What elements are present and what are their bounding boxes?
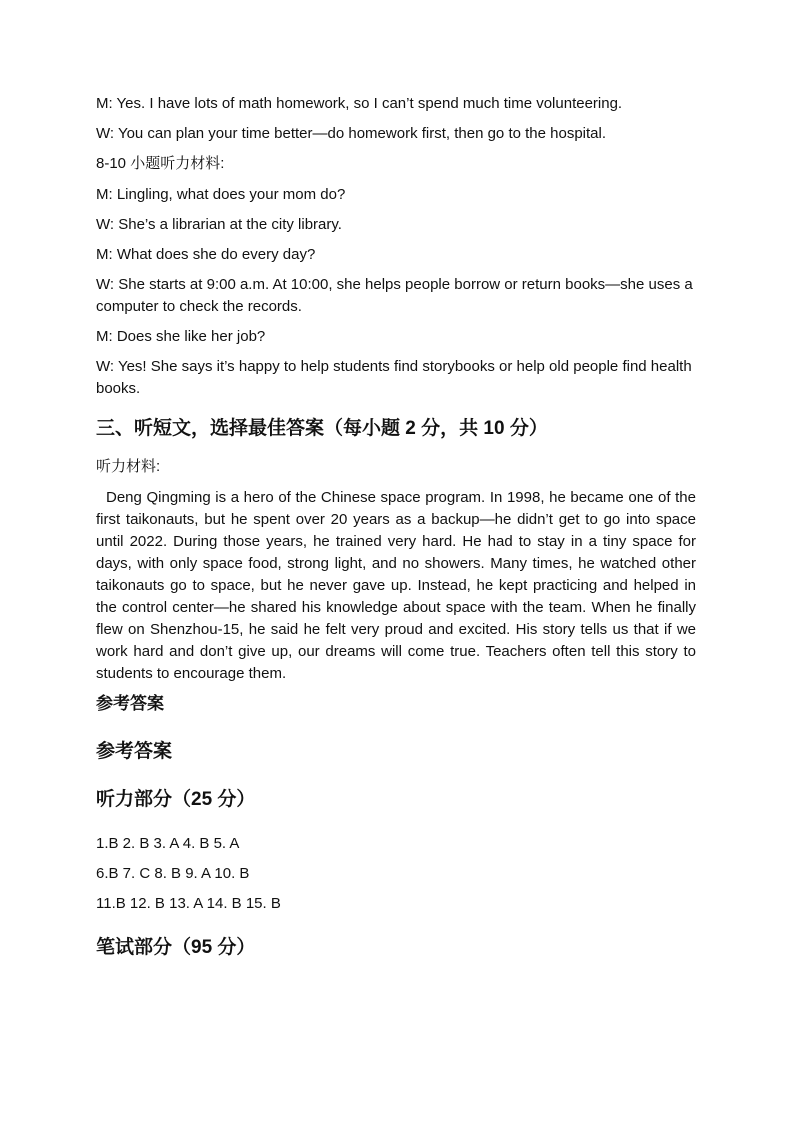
listening-passage: Deng Qingming is a hero of the Chinese space program. In 1998, he became one of the first taikonauts, but he spent over 20 years as a backup—he didn’t get to go into space until 2022. During those years, he trained very hard. He had to stay in a tiny space for days, with only space food, strong light, and no showers. Many times, he watched other taikonauts go to space, but he never gave up. Instead, he kept practicing and helped in the control center—he shared his knowledge about space with the team. When he finally flew on Shenzhou-15, he said he felt very proud and excited. His story tells us that if we work hard and don’t give up, our dreams will come true. Teachers often tell this story to students to encourage them. [96, 489, 696, 682]
dialogue-line: W: She’s a librarian at the city library. [96, 216, 342, 233]
section-label-8-10: 8-10 小题听力材料: [96, 155, 225, 172]
dialogue-line: W: Yes! She says it’s happy to help students find storybooks or help old people find health books. [96, 358, 692, 397]
dialogue-line: M: What does she do every day? [96, 246, 316, 263]
dialogue-line: M: Lingling, what does your mom do? [96, 186, 346, 203]
dialogue-line: W: You can plan your time better—do homework first, then go to the hospital. [96, 125, 607, 142]
listening-material-label: 听力材料: [96, 458, 161, 475]
dialogue-line: M: Does she like her job? [96, 328, 266, 345]
dialogue-line: W: She starts at 9:00 a.m. At 10:00, she helps people borrow or return books—she uses a computer to check the records. [96, 276, 693, 315]
answer-line: 6.B 7. C 8. B 9. A 10. B [96, 865, 250, 882]
listening-part-heading: 听力部分（25 分） [96, 789, 256, 810]
answer-line: 1.B 2. B 3. A 4. B 5. A [96, 835, 240, 852]
section-3-heading: 三、听短文，选择最佳答案（每小题 2 分，共 10 分） [96, 418, 548, 439]
answer-key-title: 参考答案 [96, 741, 173, 762]
written-part-heading: 笔试部分（95 分） [96, 937, 256, 958]
dialogue-line: M: Yes. I have lots of math homework, so I can’t spend much time volunteering. [96, 95, 623, 112]
answer-key-title-small: 参考答案 [96, 694, 164, 713]
document-page [96, 93, 696, 981]
answer-line: 11.B 12. B 13. A 14. B 15. B [96, 895, 281, 912]
